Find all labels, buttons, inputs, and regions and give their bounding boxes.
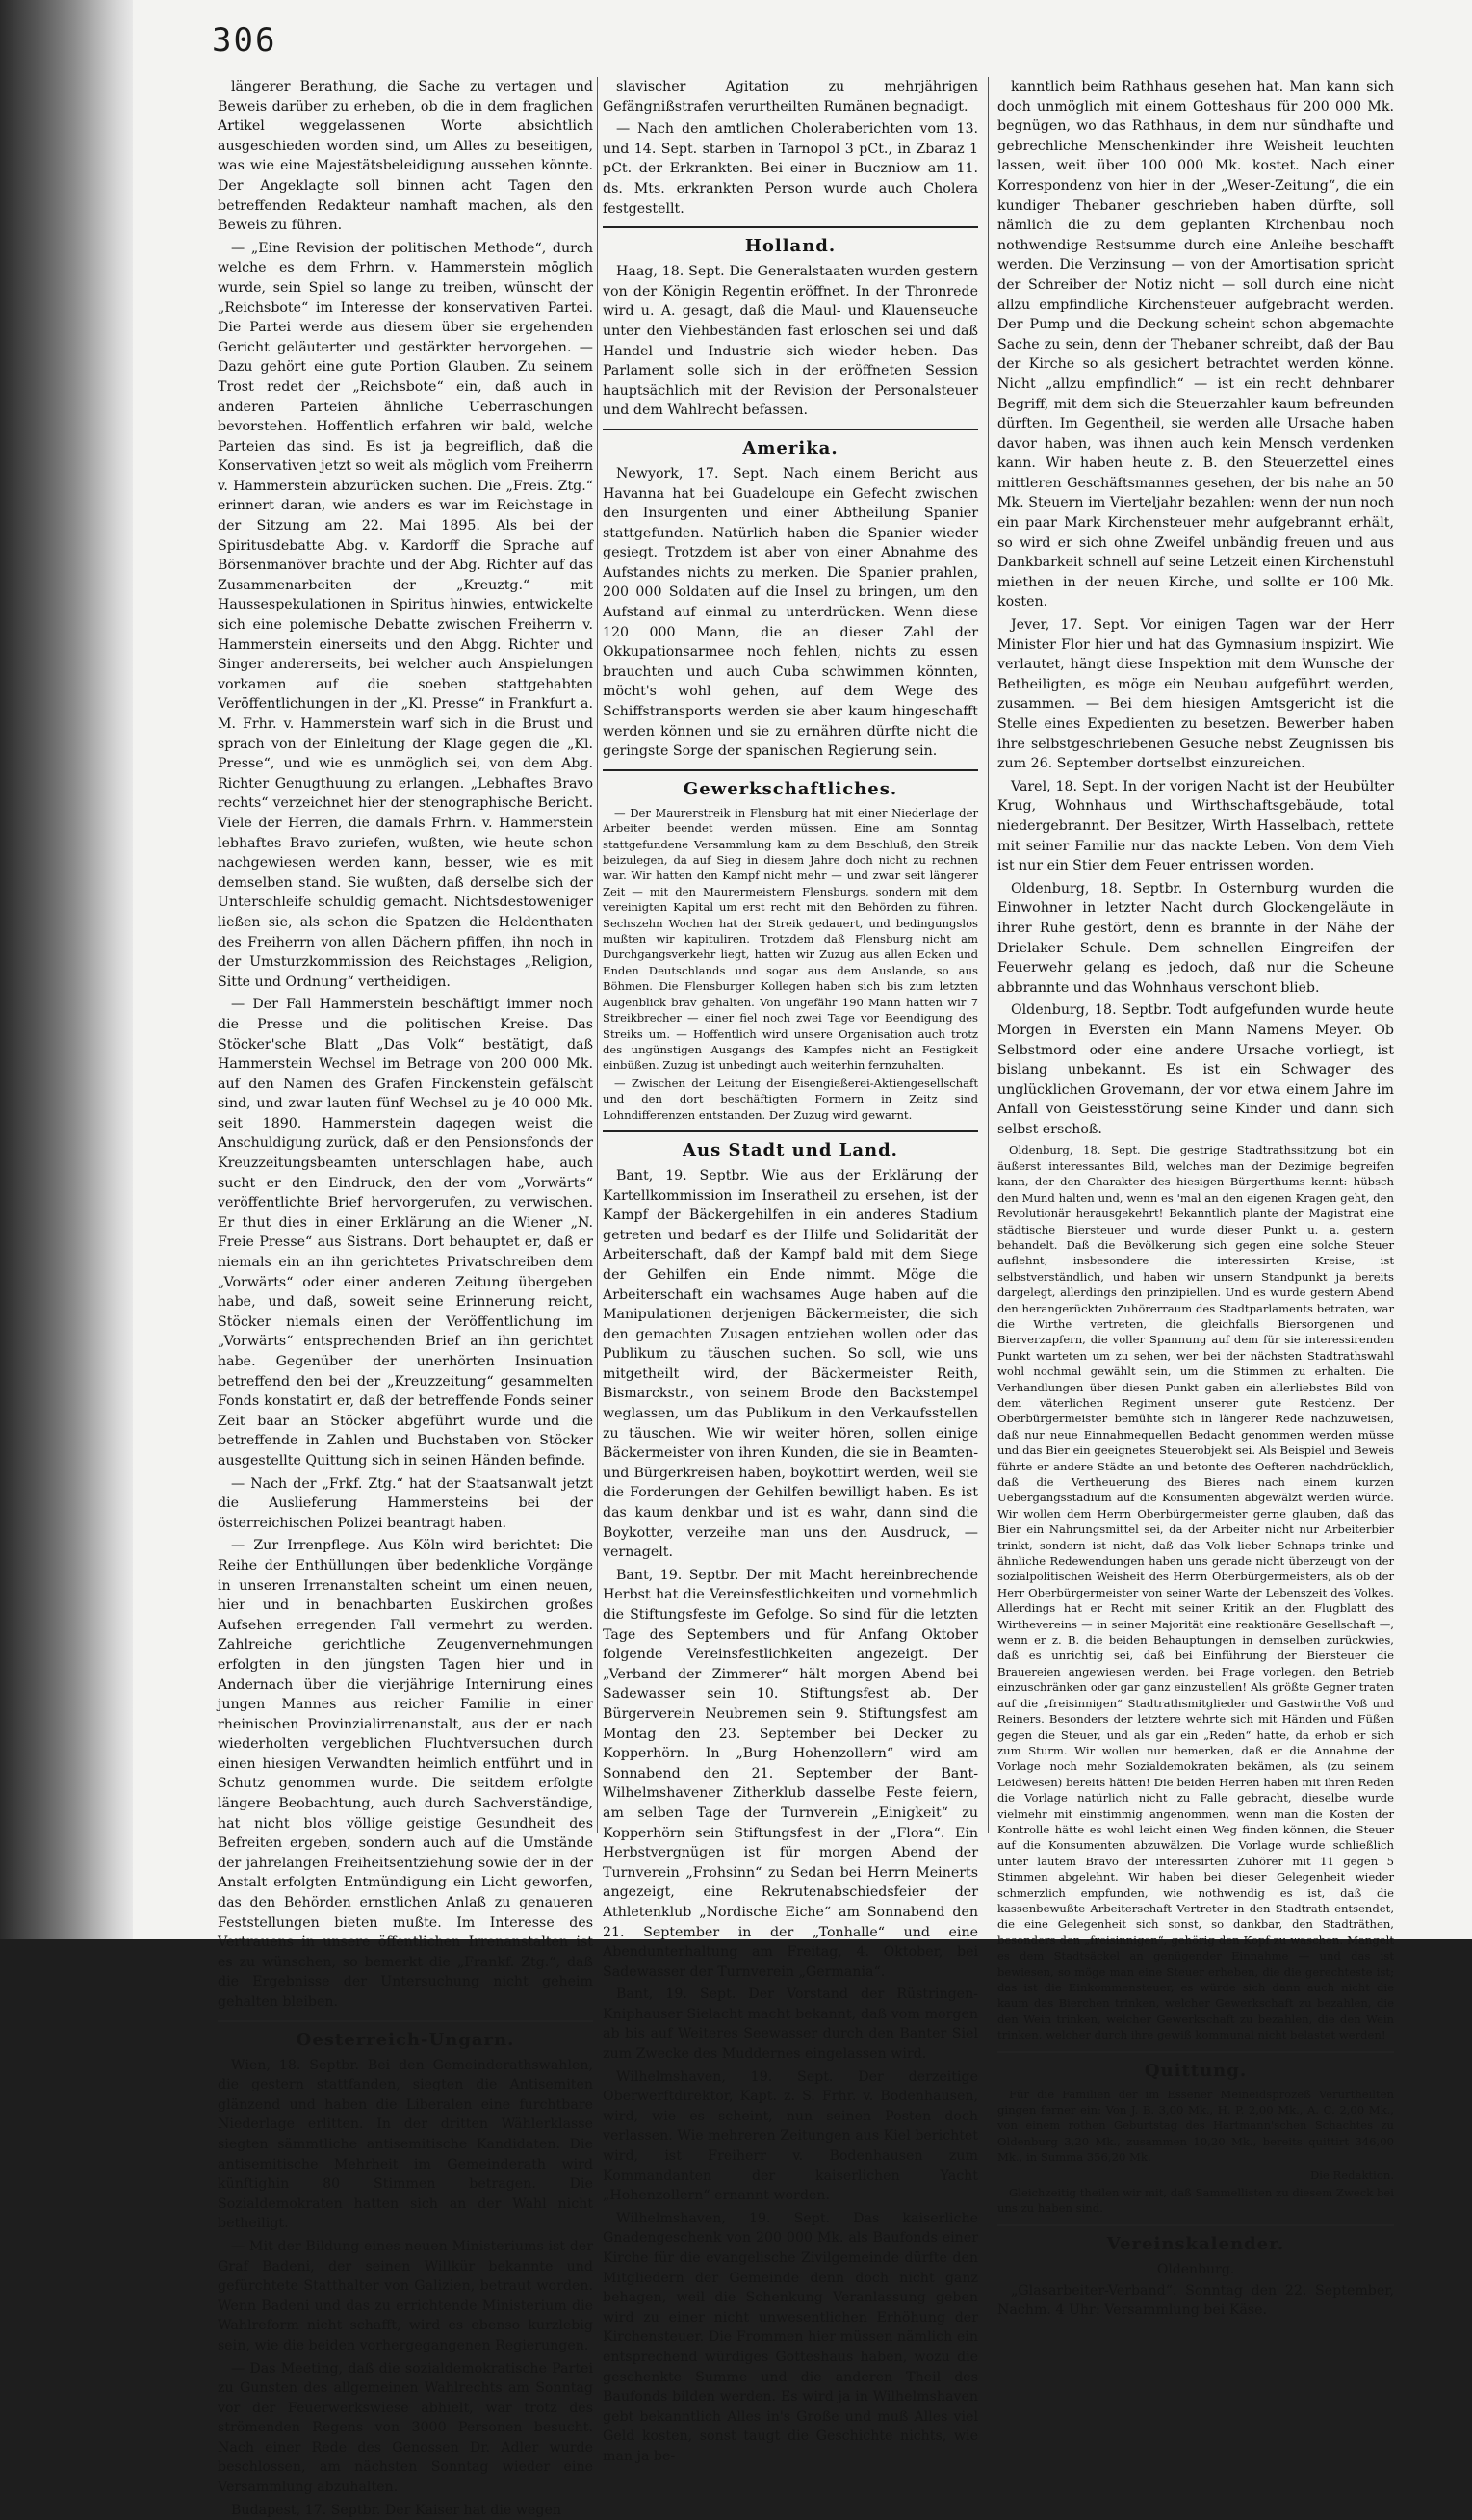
section-divider	[603, 226, 978, 228]
article-paragraph-small: — Zwischen der Leitung der Eisengießerei-Aktiengesellschaft und den dort beschäftigten Formern in Zeitz sind Lohndifferenzen entstanden. Der Zuzug wird gewarnt.	[603, 1076, 978, 1122]
article-paragraph: — Mit der Bildung eines neuen Ministeriums ist der Graf Badeni, der seinen Willkür bekannte und gefürchtete Statthalter von Galizien, betraut worden. Wenn Badeni und das zu errichtende Ministerium die Wahlreform nicht schafft, wird es ebenso kurzlebig sein, wie die beiden vorhergegangenen Regierungen.	[218, 2238, 593, 2353]
article-paragraph: — Nach den amtlichen Choleraberichten vom 13. und 14. Sept. starben in Tarnopol 3 pCt., in Zbaraz 1 pCt. der Erkrankten. Bei einer in Buczniow am 11. ds. Mts. erkrankten Person wurde auch Cholera festgestellt.	[603, 121, 978, 217]
section-divider	[997, 2224, 1394, 2226]
article-paragraph-small: Oldenburg, 18. Sept. Die gestrige Stadtrathssitzung bot ein äußerst interessantes Bild, welches man der Dezimige begreifen kann, der den Charakter des hiesigen Bürgerthums kennt: hübsch den Mund halten und, wenn es 'mal an den eigenen Kragen geht, den Revolutionär herausgekehrt! Bekanntlich plante der Magistrat eine städtische Biersteuer und wurde dieser Punkt u. a. gestern behandelt. Daß die Bevölkerung sich gegen eine solche Steuer auflehnt, insbesondere die interessirten Kreise, ist selbstverständlich, und haben wir unsern Standpunkt ja bereits dargelegt, allerdings den prinzipiellen. Und es wurde gestern Abend den herangerückten Zuhörerraum des Stadtparlaments betraten, war die Wirthe vertreten, die gleichfalls Biersorgenen und Bierverzapfern, die voller Spannung auf dem für sie interessirenden Punkt warteten um zu sehen, wer bei der nächsten Stadtrathswahl wohl nochmal gewählt sein, um die Stimmen zu erhalten. Die Verhandlungen über diesen Punkt gaben ein allerliebstes Bild von dem väterlichen Regiment unserer gute Restdenz. Der Oberbürgermeister bemühte sich in längerer Rede nachzuweisen, daß nur neue Einnahmequellen Bedacht genommen werden müsse und das Bier ein geeignetes Steuerobjekt sei. Als Beispiel und Beweis führte er andere Städte an und betonte des Oefteren nachdrücklich, daß die Vertheuerung des Bieres nach einem kurzen Uebergangsstadium auf die Konsumenten abgewälzt werden würde. Wir wollen dem Herrn Oberbürgermeister gerne glauben, daß das Bier ein Nahrungsmittel sei, da der Arbeiter nicht nur Arbeiterbier trinkt, sondern ist nicht, daß das Volk lieber Schnaps trinke und ähnliche Redewendungen haben uns gerade nicht überzeugt von der sozialpolitischen Weisheit des Herrn Oberbürgermeisters, als ob der Herr Oberbürgermeister von seiner Warte der Lebenszeit des Volkes. Allerdings hat er Recht mit seiner Kritik an den Flugblatt des Wirthevereins — in seiner Majorität eine reaktionäre Gesellschaft —, wenn er z. B. die beiden Behauptungen in demselben zurückwies, daß es unrichtig sei, daß bei Einführung der Biersteuer die Brauereien angewiesen werden, bei Frage vorlegen, den Betrieb einzuschränken oder gar ganz einzustellen! Als größte Gegner traten auf die „freisinnigen“ Stadtrathsmitglieder und Gastwirthe Voß und Reiners. Besonders der letztere wehrte sich mit Händen und Füßen gegen die Steuer, und als gar ein „Reden“ hatte, da erhob er sich zum Sturm. Wir wollen nur bemerken, daß er die Annahme der Vorlage noch mehr Sozialdemokraten bekämen, als (zu seinem Leidwesen) bereits hätten! Die beiden Herren haben mit ihren Reden die Vorlage natürlich nicht zu Falle gebracht, dieselbe wurde vielmehr mit einstimmig angenommen, wenn man die Kosten der Kontrolle hätte es wohl leicht einen Weg finden können, die Steuer auf die Konsumenten abzuwälzen. Die Vorlage wurde schließlich unter lautem Bravo der interessirten Zuhörer mit 11 gegen 5 Stimmen abgelehnt. Wir haben bei dieser Gelegenheit wieder schmerzlich empfunden, wie nothwendig es ist, daß die kassenbewußte Arbeiterschaft Vertreter in den Stadtrath entsendet, die eine Gelegenheit sich sonst, so dankbar, den Stadträthen, besonders den „freisinnigen“, gehörig den Kopf zu waschen. Mangelt es dem Stadtsäckel an genügender Einnahme — und das ist bewiesen, so möge man eine Steuer erheben, die die gerechteste ist; das ist die Einkommensteuer, es würde sich dann auch nicht die kaum das Bierchen trinken, welcher Gewerkschaft zu bezahlen, die den Wein trinken, welcher Gewerkschaft zu bezahlen, die den Wein trinken, welcher durch ihre gewiß kommunal nicht belastet werden!	[997, 1143, 1394, 2042]
article-paragraph-small: Für die Familien der im Essener Meineidsprozeß Verurtheilten gingen ferner ein: Von J. B. 3,00 Mk., H. P. 2,00 Mk., A. C. 2,00 Mk., von einem rothen Geburtstag des Hartmann'schen Schachtes zu Oldenburg 3,20 Mk., zusammen 10,20 Mk., bereits quittirt 346,00 Mk., in Summa 356,20 Mk.	[997, 2087, 1394, 2165]
article-paragraph: kanntlich beim Rathhaus gesehen hat. Man kann sich doch unmöglich mit einem Gotteshaus für 200 000 Mk. begnügen, wo das Rathhaus, in dem nur sündhafte und gebrechliche Menschenkinder ihre Weisheit leuchten lassen, weit über 100 000 Mk. kostet. Nach einer Korrespondenz von hier in der „Weser-Zeitung“, die ein kundiger Thebaner geschrieben haben dürfte, soll nämlich die zu dem geplanten Kirchenbau noch nothwendige Restsumme durch eine Anleihe beschafft werden. Die Verzinsung — von der Amortisation spricht der Schreiber der Notiz nicht — soll durch eine nicht allzu empfindliche Kirchensteuer aufgebracht werden. Der Pump und die Deckung scheint schon abgemachte Sache zu sein, denn der Thebaner schreibt, daß der Bau der Kirche so als gesichert betrachtet werden könne. Nicht „allzu empfindlich“ — ist ein recht dehnbarer Begriff, mit dem sich die Steuerzahler kaum befreunden dürften. Im Gegentheil, sie werden alle Ursache haben davor haben, was ihnen auch kein Mensch verdenken kann. Wir haben heute z. B. den Steuerzettel eines mittleren Geschäftsmannes gesehen, der bis nahe an 50 Mk. Steuern im Vierteljahr bezahlen; wenn der nun noch ein paar Mark Kirchensteuer mehr aufgebrannt erhält, so wird er sich ohne Zweifel unbändig freuen und aus Dankbarkeit schnell auf seine Letzeit einen Kirchenstuhl miethen in der neuen Kirche, und sollte er 100 Mk. kosten.	[997, 79, 1394, 611]
article-paragraph: Wilhelmshaven, 19. Sept. Der derzeitige Oberwerftdirektor, Kapt. z. S. Frhr. v. Bodenhausen, wird, wie es scheint, nun seinen Posten doch verlassen. Wie mehreren Zeitungen aus Kiel berichtet wird, ist Freiherr v. Bodenhausen zum Kommandanten der kaiserlichen Yacht „Hohenzollern“ ernannt worden.	[603, 2068, 978, 2204]
article-paragraph: Newyork, 17. Sept. Nach einem Bericht aus Havanna hat bei Guadeloupe ein Gefecht zwischen den Insurgenten und einer Abtheilung Spanier stattgefunden. Natürlich haben die Spanier wieder gesiegt. Trotzdem ist aber von einer Abnahme des Aufstandes nichts zu merken. Die Spanier prahlen, 200 000 Soldaten auf die Insel zu bringen, um den Aufstand auf einmal zu unterdrücken. Wenn diese 120 000 Mann, die an dieser Zahl der Okkupationsarmee noch fehlen, nichts zu essen brauchten und auch Cuba schwimmen könnten, möcht's wohl gehen, auf dem Wege des Schiffstransports werden sie aber kaum hingeschafft werden können und sie zu ernähren dürfte nicht die geringste Sorge der spanischen Regierung sein.	[603, 465, 978, 760]
section-divider	[218, 2020, 593, 2022]
section-heading: Amerika.	[742, 437, 839, 458]
article-paragraph: — Nach der „Frkf. Ztg.“ hat der Staatsanwalt jetzt die Auslieferung Hammersteins bei der österreichischen Polizei beantragt haben.	[218, 1475, 593, 1531]
section-heading: Oesterreich-Ungarn.	[296, 2029, 515, 2050]
section-divider	[603, 429, 978, 430]
column-2	[603, 77, 978, 2464]
article-paragraph: Oldenburg, 18. Septbr. In Osternburg wurden die Einwohner in letzter Nacht durch Glockengeläute in ihrer Ruhe gestört, denn es brannte in der Nähe der Drielaker Schule. Dem schnellen Eingreifen der Feuerwehr gelang es jedoch, daß nur die Scheune abbrannte und das Wohnhaus verschont blieb.	[997, 880, 1394, 996]
column-3	[997, 77, 1394, 2319]
column-rule	[988, 77, 989, 1833]
article-paragraph: Varel, 18. Sept. In der vorigen Nacht ist der Heubülter Krug, Wohnhaus und Wirthschaftsgebäude, total niedergebrannt. Der Besitzer, Wirth Hasselbach, rettete mit seiner Familie nur das nackte Leben. Von dem Vieh ist nur ein Stier dem Feuer entrissen worden.	[997, 778, 1394, 874]
article-paragraph: Bant, 19. Sept. Der Vorstand der Rüstringen-Kniphauser Sielacht macht bekannt, daß vom morgen ab bis auf Weiteres Seewasser durch den Banter Siel zum Zwecke des Muddernes eingelassen wird.	[603, 1987, 978, 2063]
place-heading: Oldenburg.	[1156, 2261, 1235, 2277]
signature-line: Die Redaktion.	[1310, 2168, 1394, 2182]
column-rule	[597, 77, 598, 1833]
article-paragraph: — Das Meeting, daß die sozialdemokratische Partei zu Gunsten des allgemeinen Wahlrechts am Sonntag vor der Feuerwerkswiese abhielt, war trotz des strömenden Regens von 3000 Personen besucht. Nach einer Rede des Genossen Dr. Adler wurde beschlossen, am nächsten Sonntag wieder eine Versammlung abzuhalten.	[218, 2360, 593, 2496]
article-paragraph: Bant, 19. Septbr. Der mit Macht hereinbrechende Herbst hat die Vereinsfestlichkeiten und vornehmlich die Stiftungsfeste im Gefolge. So sind für die letzten Tage des Septembers und für Anfang Oktober folgende Vereinsfestlichkeiten angezeigt. Der „Verband der Zimmerer“ hält morgen Abend bei Sadewasser sein 10. Stiftungsfest ab. Der Bürgerverein Neubremen sein 9. Stiftungsfest am Montag den 23. September bei Decker zu Kopperhörn. In „Burg Hohenzollern“ wird am Sonnabend den 21. September der Bant-Wilhelmshavener Zitherklub dasselbe Feste feiern, am selben Tage der Turnverein „Einigkeit“ zu Kopperhörn sein Stiftungsfest in der „Flora“. Ein Herbstvergnügen ist für morgen Abend der Turnverein „Frohsinn“ zu Sedan bei Herrn Meinerts angezeigt, eine Rekrutenabschiedsfeier der Athletenklub „Nordische Eiche“ am Sonnabend den 21. September in der „Tonhalle“ und eine Abendunterhaltung am Freitag, 4. Oktober, bei Sadewasser der Turnverein „Germania“.	[603, 1567, 978, 1980]
section-heading: Aus Stadt und Land.	[683, 1139, 898, 1160]
article-paragraph: — Der Fall Hammerstein beschäftigt immer noch die Presse und die politischen Kreise. Das Stöcker'sche Blatt „Das Volk“ bestätigt, daß Hammerstein Wechsel im Betrage von 200 000 Mk. auf den Namen des Grafen Finckenstein gefälscht sind, und zwar lauten fünf Wechsel zu je 40 000 Mk. seit 1890. Hammerstein dagegen weist die Anschuldigung zurück, daß er den Pensionsfonds der Kreuzzeitungsbeamten unterschlagen habe, auch sucht er den Eindruck, den der vom „Vorwärts“ veröffentlichte Brief hervorgerufen, zu verwischen. Er thut dies in einer Erklärung an die Wiener „N. Freie Presse“ aus Sistrans. Dort behauptet er, daß er niemals ein an ihn gerichtetes Privatschreiben dem „Vorwärts“ oder einer anderen Zeitung übergeben habe, und daß, soweit seine Erinnerung reicht, Stöcker niemals einen der Veröffentlichung im „Vorwärts“ entsprechenden Brief an ihn gerichtet habe. Gegenüber der unerhörten Insinuation betreffend den bei der „Kreuzzeitung“ gesammelten Fonds konstatirt er, daß der betreffende Fonds seiner Zeit baar an Stöcker abgeführt wurde und die betreffende in Zahlen und Buchstaben von Stöcker ausgestellte Quittung sich in seinen Händen befinde.	[218, 997, 593, 1468]
section-divider	[603, 1130, 978, 1132]
article-paragraph: Bant, 19. Septbr. Wie aus der Erklärung der Kartellkommission im Inseratheil zu ersehen, ist der Kampf der Bäckergehilfen in ein anderes Stadium getreten und bedarf es der Hilfe und Solidarität der Arbeiterschaft, daß der Kampf bald mit dem Siege der Gehilfen ein Ende nimmt. Möge die Arbeiterschaft ein wachsames Auge haben auf die Manipulationen derjenigen Bäckermeister, die sich den gemachten Zusagen entziehen wollen oder das Publikum zu täuschen suchen. So soll, wie uns mitgetheilt wird, der Bäckermeister Reith, Bismarckstr., von seinem Brode den Backstempel weglassen, um das Publikum in den Verkaufsstellen zu täuschen. Wie wir weiter hören, sollen einige Bäckermeister von ihren Kunden, die sie in Beamten- und Bürgerkreisen haben, boykottirt werden, weil sie die Forderungen der Gehilfen bewilligt haben. Es ist das kaum denkbar und ist es wahr, dann sind die Boykotter, verzeihe man uns den Ausdruck, — vernagelt.	[603, 1167, 978, 1561]
section-heading: Gewerkschaftliches.	[683, 778, 898, 799]
article-paragraph-small: — Der Maurerstreik in Flensburg hat mit einer Niederlage der Arbeiter beendet werden müssen. Eine am Sonntag stattgefundene Versammlung kam zu dem Beschluß, den Streik beizulegen, da auf Sieg in diesem Jahre doch nicht zu rechnen war. Wir hatten den Kampf nicht mehr — und zwar seit längerer Zeit — mit den Maurermeistern Flensburgs, sondern mit dem vereinigten Kapital um erst recht mit den Behörden zu führen. Sechszehn Wochen hat der Streik gedauert, und bedingungslos mußten wir kapituliren. Trotzdem daß Flensburg nicht am Durchgangsverkehr liegt, hatten wir Zuzug aus allen Ecken und Enden Deutschlands und sogar aus dem Auslande, so aus Böhmen. Die Flensburger Kollegen haben sich bis zum letzten Augenblick brav gehalten. Von ungefähr 190 Mann hatten wir 7 Streikbrecher — einer fiel noch zwei Tage vor Beendigung des Streiks um. — Hoffentlich wird unsere Organisation auch trotz des ungünstigen Ausgangs des Kampfes nicht an Festigkeit einbüßen. Zuzug ist unbedingt auch weiterhin fernzuhalten.	[603, 805, 978, 1073]
article-paragraph: Budapest, 17. Septbr. Der Kaiser hat die wegen	[231, 2502, 561, 2518]
article-paragraph: „Glasarbeiter-Verband“. Sonntag den 22. September, Nachm. 4 Uhr: Versammlung bei Käse.	[997, 2282, 1394, 2319]
article-paragraph: — Zur Irrenpflege. Aus Köln wird berichtet: Die Reihe der Enthüllungen über bedenkliche Vorgänge in unseren Irrenanstalten scheint um einen neuen, hier und in benachbarten Euskirchen großes Aufsehen erregenden Fall vermehrt zu werden. Zahlreiche gerichtliche Zeugenvernehmungen erfolgten in den jüngsten Tagen hier und in Andernach über die vierjährige Internirung eines jungen Mannes aus reicher Familie in einer rheinischen Provinzialirrenanstalt, aus der er nach wiederholten vergeblichen Fluchtversuchen durch einen hiesigen Verwandten heimlich entführt und in Schutz genommen wurde. Die seitdem erfolgte längere Beobachtung, auch durch Sachverständige, hat nicht blos völlige geistige Gesundheit des Befreiten ergeben, sondern auch auf die Umstände der jahrelangen Freiheitsentziehung sowie der in der Anstalt erfolgten Entmündigung ein Licht geworfen, das den Behörden ernstlichen Anlaß zu genaueren Feststellungen bieten mußte. Im Interesse des Vertrauens in unsere öffentlichen Irrenanstalten ist es zu wünschen, so bemerkt die „Frankf. Ztg.“, daß die Ergebnisse der Untersuchung nicht geheim gehalten bleiben.	[218, 1538, 593, 2010]
article-paragraph: slavischer Agitation zu mehrjährigen Gefängnißstrafen verurtheilten Rumänen begnadigt.	[603, 79, 978, 115]
article-paragraph: Wilhelmshaven, 19. Sept. Das kaiserliche Gnadengeschenk von 200 000 Mk. als Baufonds einer Kirche für die evangelische Zivilgemeinde dürfte den Mitgliedern der Gemeinde denn doch nicht ganz behagen, weil die Schenkung Veranlassung geben wird zu einer nicht unwesentlichen Erhöhung der Kirchensteuer. Die Frommen hier müssen nämlich ein entsprechend würdiges Gotteshaus haben, wozu die geschenkte Summe und die anderen Theil des Baufonds bilden werden. Es wird ja in Wilhelmshaven gebt bekanntlich Alles in's Große und muß Alles viel Geld kosten, sonst taugt die Geschichte nichts, wie man ja be-	[603, 2210, 978, 2464]
section-heading: Holland.	[744, 236, 837, 257]
article-paragraph: längerer Berathung, die Sache zu vertagen und Beweis darüber zu erheben, ob die in dem fraglichen Artikel weggelassenen Worte absichtlich ausgeschieden worden sind, um Alles zu beseitigen, was wie eine Majestätsbeleidigung aussehen könnte. Der Angeklagte soll binnen acht Tagen den betreffenden Redakteur namhaft machen, als den Beweis zu führen.	[218, 79, 593, 234]
column-1	[218, 77, 593, 2518]
book-binding	[0, 0, 133, 1939]
article-paragraph: Wien, 18. Septbr. Bei den Gemeinderathswahlen, die gestern stattfanden, siegten die Antisemiten glänzend und haben die Liberalen eine furchtbare Niederlage erlitten. In der dritten Wählerklasse siegten sämmtliche antisemitische Kandidaten. Die antisemitische Mehrheit im Gemeinderath wird künftighin 80 Stimmen betragen. Die Sozialdemokraten hatten sich an der Wahl nicht betheiligt.	[218, 2057, 593, 2232]
article-paragraph: Jever, 17. Sept. Vor einigen Tagen war der Herr Minister Flor hier und hat das Gymnasium inspizirt. Wie verlautet, hängt diese Inspektion mit dem Wunsche der Betheiligten, es möge ein Neubau aufgeführt werden, zusammen. — Bei dem hiesigen Amtsgericht ist die Stelle eines Expedienten zu besetzen. Bewerber haben ihre selbstgeschriebenen Gesuche nebst Zeugnissen bis zum 26. September dortselbst einzureichen.	[997, 617, 1394, 772]
article-paragraph: Haag, 18. Sept. Die Generalstaaten wurden gestern von der Königin Regentin eröffnet. In der Thronrede wird u. A. gesagt, daß die Maul- und Klauenseuche unter den Viehbeständen fast erloschen sei und daß Handel und Industrie sich wieder heben. Das Parlament solle sich in der eröffneten Session hauptsächlich mit der Revision der Personalsteuer und dem Wahlrecht befassen.	[603, 264, 978, 419]
page-number: 306	[212, 21, 277, 60]
section-heading: Vereinskalender.	[1106, 2233, 1285, 2254]
section-divider	[997, 2051, 1394, 2053]
article-paragraph: — „Eine Revision der politischen Methode“, durch welche es dem Frhrn. v. Hammerstein möglich wurde, sein Spiel so lange zu treiben, wünscht der „Reichsbote“ im Interesse der konservativen Partei. Die Partei werde aus diesem über sie ergehenden Gericht geläuterter und gestärkter hervorgehen. — Dazu gehört eine gute Portion Glauben. Zu seinem Trost redet der „Reichsbote“ ein, daß auch in anderen Parteien ähnliche Ueberraschungen bevorstehen. Hoffentlich erfahren wir bald, welche Parteien das sind. Es ist ja begreiflich, daß die Konservativen jetzt so weit als möglich vom Freiherrn v. Hammerstein abzurücken suchen. Die „Freis. Ztg.“ erinnert daran, wie anders es war im Reichstage in der Sitzung am 22. Mai 1895. Als bei der Spiritusdebatte Abg. v. Kardorff die Sprache auf Börsenmanöver brachte und der Abg. Richter auf das Zusammenarbeiten der „Kreuztg.“ mit Haussespekulationen in Spiritus hinwies, entwickelte sich eine polemische Debatte zwischen Freiherrn v. Hammerstein einerseits und den Abgg. Richter und Singer andererseits, bei welcher auch Anspielungen vorkamen auf die soeben stattgehabten Veröffentlichungen in der „Kl. Presse“ in Frankfurt a. M. Frhr. v. Hammerstein warf sich in die Brust und sprach von der Einleitung der Klage gegen die „Kl. Presse“, und wie es unmöglich sei, von dem Abg. Richter Genugthuung zu erlangen. „Lebhaftes Bravo rechts“ verzeichnet hier der stenographische Bericht. Viele der Herren, die damals Frhrn. v. Hammerstein lebhaftes Bravo zuriefen, wußten, wie heute schon nachgewiesen werden kann, besser, wie es mit demselben stand. Sie wußten, daß derselbe sich der Unterschleife schuldig gemacht. Nichtsdestoweniger ließen sie, als schon die Spatzen die Heldenthaten des Freiherrn von allen Dächern pfiffen, ihn noch in der Umsturzkommission des Reichstages „Religion, Sitte und Ordnung“ vertheidigen.	[218, 240, 593, 990]
section-heading: Quittung.	[1144, 2060, 1248, 2081]
section-divider	[603, 769, 978, 771]
article-paragraph-small: Gleichzeitig theilen wir mit, daß Sammellisten zu diesem Zweck bei uns zu haben sind.	[997, 2186, 1394, 2216]
article-paragraph: Oldenburg, 18. Septbr. Todt aufgefunden wurde heute Morgen in Eversten ein Mann Namens Meyer. Ob Selbstmord oder eine andere Ursache vorliegt, ist bislang unbekannt. Es ist ein Schwager des unglücklichen Grovemann, der vor etwa einem Jahre im Anfall von Geistesstörung seine Kinder und dann sich selbst erschoß.	[997, 1002, 1394, 1137]
